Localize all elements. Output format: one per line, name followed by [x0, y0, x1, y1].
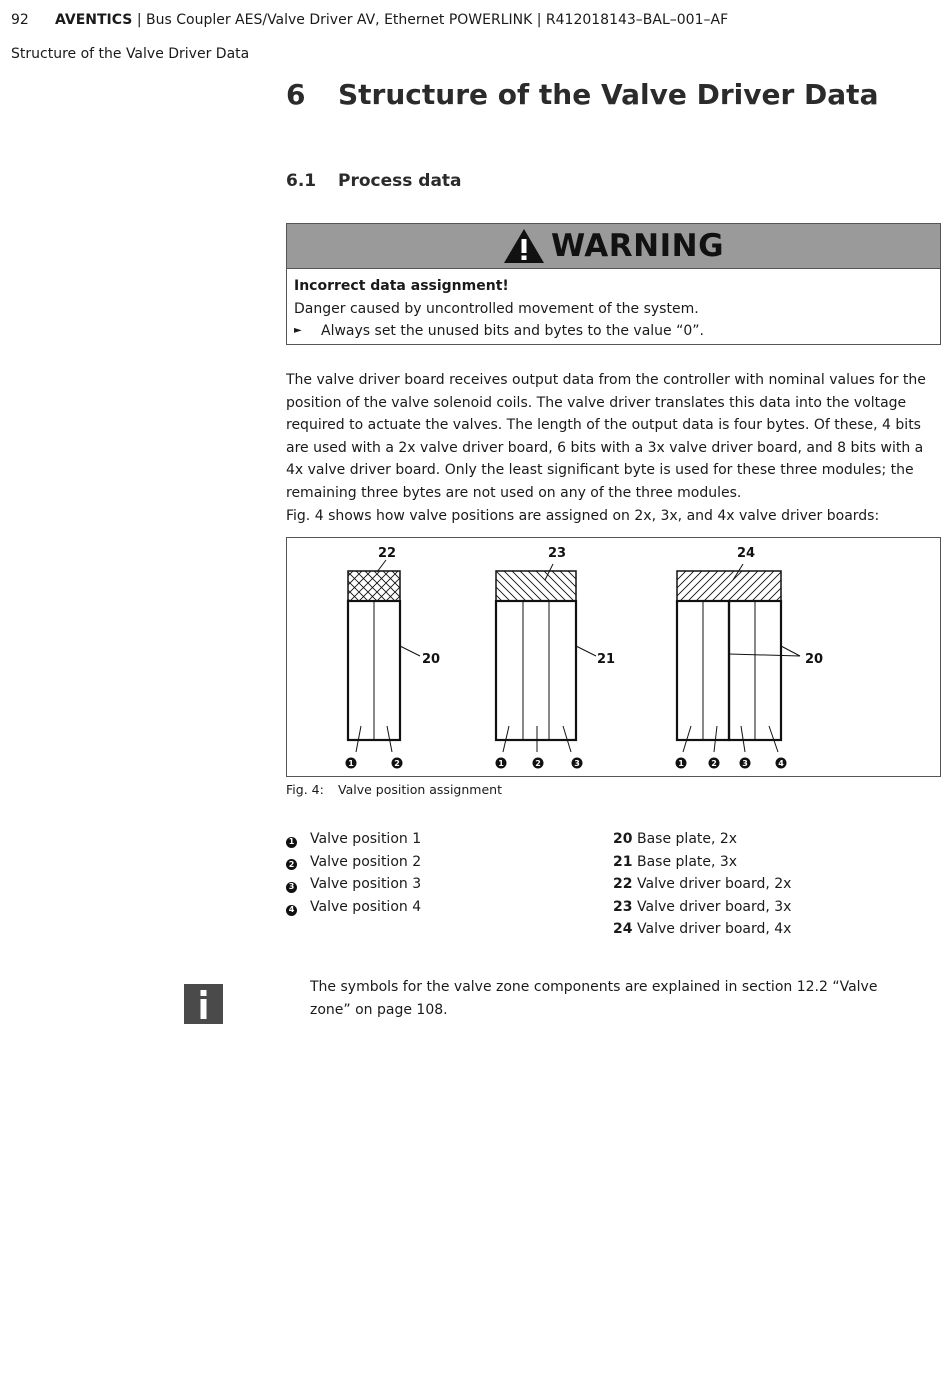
legend-key: 22: [613, 876, 633, 893]
chapter-number: 6: [286, 78, 306, 111]
legend-text: Base plate, 2x: [637, 831, 738, 847]
warning-text: Danger caused by uncontrolled movement of the system.: [294, 300, 699, 317]
running-header: [55, 12, 728, 28]
legend-row: [286, 851, 421, 874]
svg-text:1: 1: [678, 759, 684, 768]
position-marker-2: [709, 758, 720, 769]
info-note-text: The symbols for the valve zone components are explained in section 12.2 “Valve zone” on page 108.: [310, 979, 878, 1018]
page-number: 92: [11, 12, 29, 28]
position-marker-icon: 4: [286, 905, 297, 916]
figure-caption-number: Fig. 4:: [286, 782, 324, 797]
position-marker-icon: 2: [286, 859, 297, 870]
document-title: | Bus Coupler AES/Valve Driver AV, Ethernet POWERLINK | R412018143–BAL–001–AF: [132, 12, 729, 28]
legend-text: Valve position 4: [310, 898, 422, 915]
legend-row: [286, 828, 421, 851]
svg-text:2: 2: [535, 759, 541, 768]
legend-row: [613, 873, 791, 896]
legend-row: [613, 896, 791, 919]
warning-step-text: Always set the unused bits and bytes to the value “0”.: [321, 323, 704, 339]
legend-key: 20: [613, 831, 633, 847]
warning-step: [294, 320, 933, 343]
chapter-title: Structure of the Valve Driver Data: [338, 78, 879, 111]
position-marker-4: [776, 758, 787, 769]
warning-triangle-icon: [503, 228, 545, 264]
label-20-4x: 20: [805, 652, 824, 667]
svg-text:1: 1: [348, 759, 354, 768]
legend-row: [286, 896, 421, 919]
valve-driver-board-3x: [496, 564, 596, 752]
legend-text: Valve driver board, 4x: [637, 921, 792, 938]
brand-name: AVENTICS: [55, 12, 133, 28]
body-paragraph: The valve driver board receives output data from the controller with nominal values for the position of the valve solenoid coils. The valve driver translates this data into the voltage required to actuate the valves. The length of the output data is four bytes. Of these, 4 bits are used with a 2x valve driver board, 6 bits with a 3x valve driver board, and 8 bits with a 4x valve driver board. Only the least significant byte is used for these three modules; the remaining three bytes are not used on any of the three modules.: [286, 372, 926, 501]
legend-key: 23: [613, 898, 633, 915]
legend-text: Valve position 3: [310, 876, 422, 893]
svg-text:3: 3: [742, 759, 748, 768]
legend-text: Valve position 1: [310, 831, 422, 847]
position-marker-1: [676, 758, 687, 769]
legend-row: [613, 851, 791, 874]
label-22: 22: [377, 546, 397, 561]
subchapter-heading: [286, 171, 462, 191]
chapter-heading: [286, 78, 878, 111]
warning-signal-word: WARNING: [550, 228, 725, 264]
position-marker-icon: 3: [286, 882, 297, 893]
label-24: 24: [736, 546, 756, 561]
warning-box: [286, 223, 941, 345]
bullet-arrow-icon: ►: [294, 325, 302, 336]
legend-components: [613, 828, 791, 941]
legend-text: Base plate, 3x: [637, 853, 738, 870]
legend-text: Valve driver board, 3x: [637, 898, 792, 915]
svg-text:3: 3: [574, 759, 580, 768]
legend-key: 21: [613, 853, 633, 870]
subchapter-title: Process data: [338, 171, 462, 191]
legend-key: 24: [613, 921, 633, 938]
figure-intro: Fig. 4 shows how valve positions are assigned on 2x, 3x, and 4x valve driver boards:: [286, 507, 880, 524]
position-marker-2: [533, 758, 544, 769]
position-marker-1: [346, 758, 357, 769]
figure-caption-text: Valve position assignment: [338, 782, 502, 797]
valve-position-diagram: [287, 538, 940, 776]
legend-row: [613, 918, 791, 941]
figure-caption: [286, 782, 502, 797]
label-20-2x: 20: [422, 652, 441, 667]
section-label: Structure of the Valve Driver Data: [11, 46, 250, 62]
legend-positions: [286, 828, 421, 918]
legend-text: Valve position 2: [310, 853, 422, 870]
label-23: 23: [547, 546, 567, 561]
legend-row: [286, 873, 421, 896]
body-text: [286, 369, 941, 527]
position-marker-3: [572, 758, 583, 769]
valve-driver-board-2x: [348, 560, 420, 752]
svg-text:2: 2: [711, 759, 717, 768]
svg-text:1: 1: [498, 759, 504, 768]
legend-text: Valve driver board, 2x: [637, 876, 792, 893]
subchapter-number: 6.1: [286, 171, 317, 191]
warning-title: Incorrect data assignment!: [294, 278, 509, 294]
info-icon: [184, 984, 223, 1024]
svg-text:2: 2: [394, 759, 400, 768]
legend-row: [613, 828, 791, 851]
valve-driver-board-4x: [677, 564, 800, 752]
position-marker-3: [740, 758, 751, 769]
label-21: 21: [597, 652, 616, 667]
position-marker-icon: 1: [286, 837, 297, 848]
figure-frame: [286, 537, 941, 777]
position-marker-2: [392, 758, 403, 769]
warning-header: [287, 224, 940, 269]
svg-text:4: 4: [778, 759, 784, 768]
position-marker-1: [496, 758, 507, 769]
